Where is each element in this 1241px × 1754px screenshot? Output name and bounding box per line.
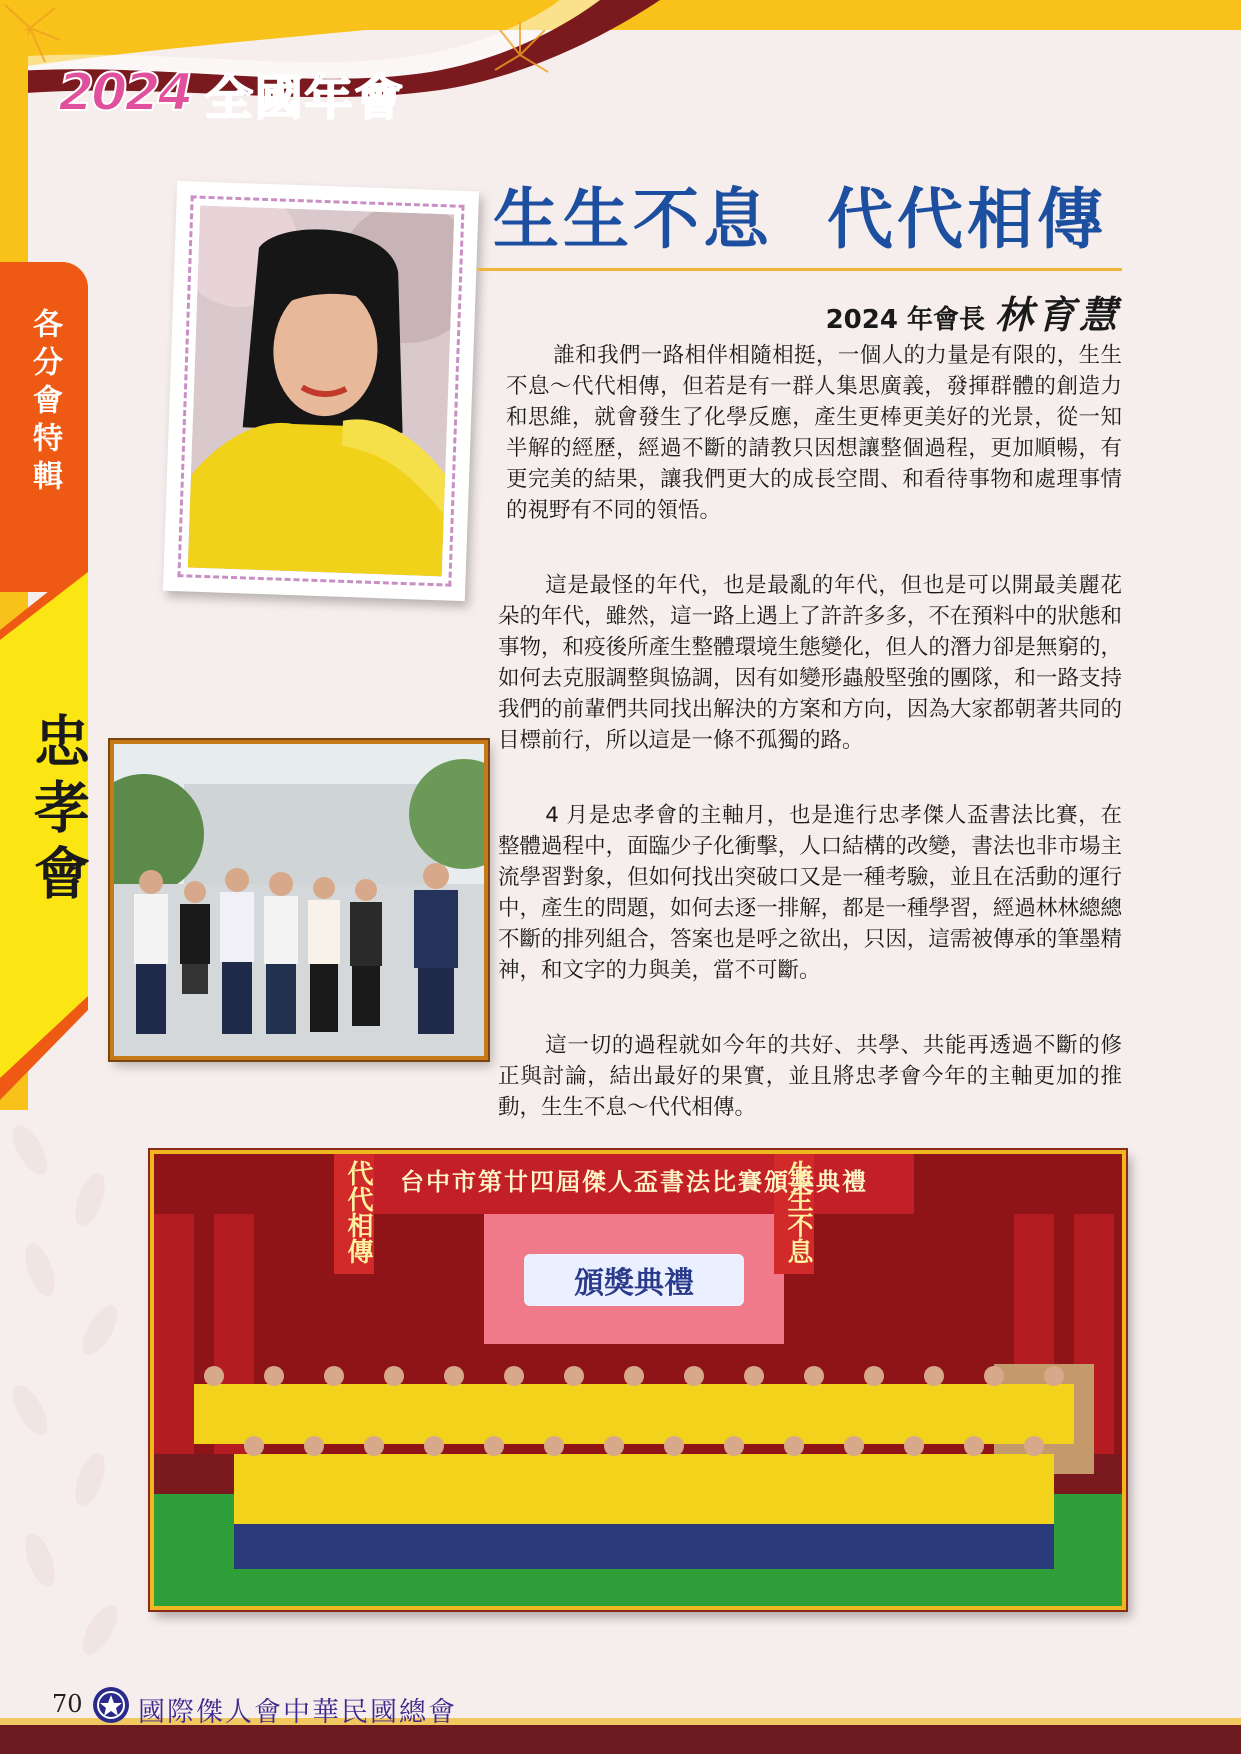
byline-signature: 林育慧 [994, 292, 1121, 337]
group-photo-illustration [114, 744, 484, 1056]
stage-banner-left: 代代相傳 [343, 1160, 373, 1264]
portrait-photo [188, 206, 454, 577]
portrait-illustration [188, 206, 454, 577]
org-emblem-icon [92, 1686, 130, 1724]
org-name: 國際傑人會中華民國總會 [138, 1697, 457, 1728]
group-photo-small [110, 740, 488, 1060]
side-tab-section [0, 262, 88, 592]
title-rule [478, 268, 1122, 271]
stage-screen-text: 頒獎典禮 [524, 1254, 744, 1306]
paragraph-1: 誰和我們一路相伴相隨相挺，一個人的力量是有限的，生生不息～代代相傳，但若是有一群人集思廣義，發揮群體的創造力和思維，就會發生了化學反應，產生更棒更美好的光景，從一知半解的經歷，經過不斷的請教只因想讓整個過程，更加順暢，有更完美的結果，讓我們更大的成長空間、和看待事物和處理事情的視野有不同的領悟。 [506, 343, 1122, 523]
paragraph-2: 這是最怪的年代，也是最亂的年代，但也是可以開最美麗花朵的年代，雖然，這一路上遇上了許許多多，不在預料中的狀態和事物，和疫後所產生整體環境生態變化，但人的潛力卻是無窮的，如何去克服調整與協調，因有如變形蟲般堅強的團隊，和一路支持我們的前輩們共同找出解決的方案和方向，因為大家都朝著共同的目標前行，所以這是一條不孤獨的路。 [498, 573, 1122, 753]
stage-group-photo [150, 1150, 1126, 1610]
stage-banner-top: 台中市第廿四屆傑人盃書法比賽頒獎典禮 [400, 1167, 868, 1196]
side-tab-club-label: 忠孝會 [25, 712, 91, 910]
side-tab-section-label: 各分會特輯 [27, 308, 62, 498]
stage-crowd [154, 1154, 1122, 1606]
byline-role: 2024 年會長 [825, 305, 985, 335]
footer-band [0, 1725, 1241, 1754]
byline [826, 284, 1121, 339]
stage-banner-right: 生生不息 [783, 1160, 813, 1264]
paragraph-3: 4 月是忠孝會的主軸月，也是進行忠孝傑人盃書法比賽，在整體過程中，面臨少子化衝擊，人口結構的改變，書法也非市場主流學習對象，但如何找出突破口又是一種考驗，並且在活動的運行中，產生的問題，如何去逐一排解，都是一種學習，經過林林總總不斷的排列組合，答案也是呼之欲出，只因，這需被傳承的筆墨精神，和文字的力與美，當不可斷。 [498, 803, 1122, 983]
page-number: 70 [52, 1690, 83, 1718]
event-name: 全國年會 [204, 69, 405, 126]
event-logo [58, 58, 405, 128]
paragraph-4: 這一切的過程就如今年的共好、共學、共能再透過不斷的修正與討論，結出最好的果實，並且將忠孝會今年的主軸更加的推動，生生不息～代代相傳。 [498, 1033, 1122, 1120]
article-title: 生生不息 代代相傳 [493, 180, 1107, 258]
portrait-frame [163, 181, 479, 601]
leaf-pattern [0, 1110, 140, 1670]
event-year: 2024 [58, 63, 191, 123]
